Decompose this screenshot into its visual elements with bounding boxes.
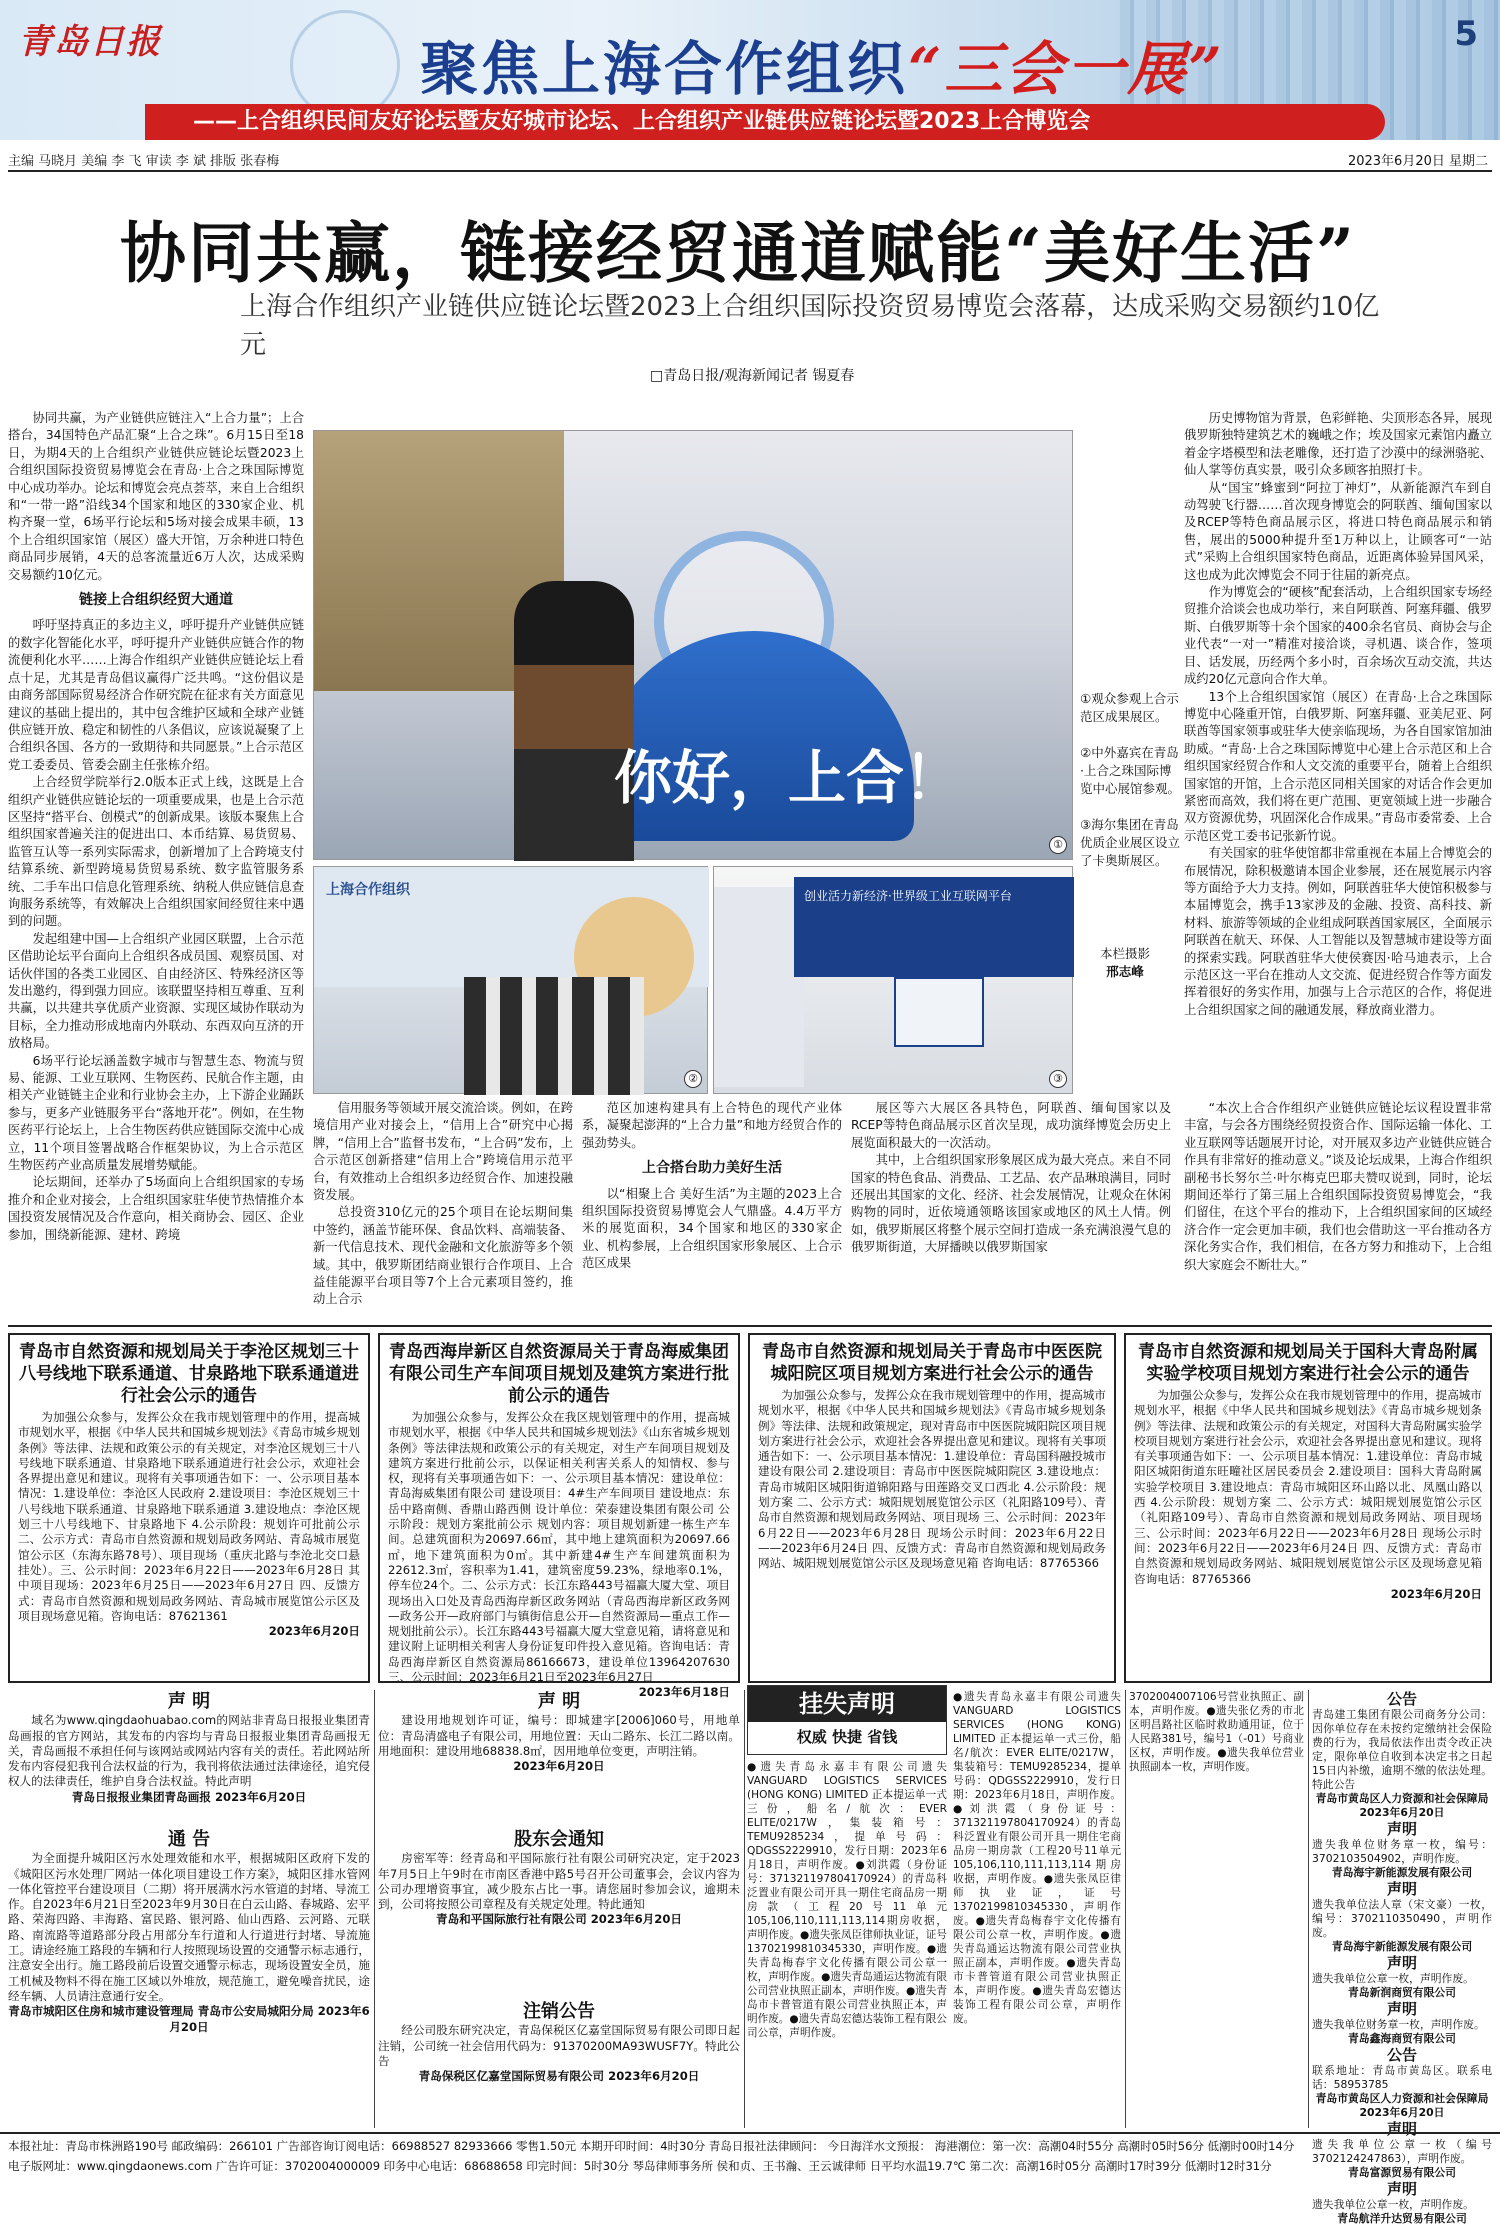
footer: 本报社址：青岛市株洲路190号 邮政编码：266101 广告部咨询订阅电话：66988527 82933666 零售1.50元 本期开印时间：4时30分 青岛日报社法律顾问： 今日海洋水文预报： 海港潮位：第一次：高潮04时55分 高潮时05时56分 低潮时00时14分 电子版网址：www.qingdaonews.com 广告许可证：3702004000009 印务中心电话：68688658 印完时间：5时30分 琴岛律师事务所 侯和贞、王书瀚、王云诚律师 日平均水温19.7℃ 第二次：高潮16时05分 高潮时17时39分 低潮时12时31分: [0, 2132, 1500, 2175]
guests-group: [464, 977, 644, 1095]
cancellation-notice: 注销公告 经公司股东研究决定，青岛保税区亿嘉堂国际贸易有限公司即日起注销，公司统一社会信用代码为：91370200MA93WUSF7Y。特此公告 青岛保税区亿嘉堂国际贸易有限公司 2023年6月20日: [378, 2001, 740, 2084]
divider: [8, 170, 1492, 172]
photo-number: ③: [1049, 1070, 1067, 1088]
visitors: [514, 581, 634, 861]
divider: [1308, 1690, 1309, 2128]
article-column-4: 展区等六大展区各具特色，阿联酋、缅甸国家以及RCEP等特色商品展示区首次呈现，成功演绎博览会历史上展览面积最大的一次活动。 其中，上合组织国家形象展区成为最大亮点。来自不同国家的特色食品、消费品、工艺品、农产品琳琅满目，同时还展出其国家的文化、经济、社会发展情况，让观众在休闲购物的同时，近依境通领略该国家或地区的风土人情。例如，俄罗斯展区将整个展示空间打造成一条充满浪漫气息的俄罗斯街道，大屏播映以俄罗斯国家: [851, 1101, 1171, 1255]
photo-haier-booth: [713, 866, 1073, 1094]
notice-xihaian: 青岛西海岸新区自然资源局关于青岛海威集团有限公司生产车间项目规划及建筑方案进行批前公示的通告 为加强公众参与，发挥公众在我区规划管理中的作用，提高城市规划水平，根据《中华人民共和国城乡规划法》《山东省城乡规划条例》等法律法规和政策公示的有关规定，对生产车间项目规划及建筑方案进行批前公示，以保证相关利害关系人的知情权、参与权，现将有关事项通告如下：一、公示项目基本情况：建设单位：青岛海威集团有限公司 建设项目：4#生产车间项目 建设地点：东岳中路南侧、香鼎山路西侧 设计单位：荣泰建设集团有限公司 公示阶段：规划方案批前公示 规划内容：项目规划新建一栋生产车间。总建筑面积为20697.66㎡，其中地上建筑面积为20697.66㎡，地下建筑面积为0㎡。其中新建4#生产车间建筑面积为22612.3㎡，容积率为1.41，建筑密度59.23%，绿地率0.1%，停车位24个。二、公示方式：长江东路443号福赢大厦大堂、项目现场出入口处及青岛西海岸新区政务网站（青岛西海岸新区政务网—政务公开—政府部门与镇街信息公开—自然资源局—重点工作—规划批前公示）。长江东路443号福赢大厦大堂意见箱，请将意见和建议附上证明相关利害人身份证复印件投入意见箱。咨询电话：青岛西海岸新区自然资源局86166673，建设单位13964207630 三、公示时间：2023年6月21日至2023年6月27日 2023年6月18日: [378, 1333, 740, 1683]
photo-captions: ①观众参观上合示范区成果展区。 ②中外嘉宾在青岛·上合之珠国际博览中心展馆参观。 ③海尔集团在青岛优质企业展区设立了卡奥斯展区。: [1080, 691, 1181, 868]
shareholder-notice: 股东会通知 房密军等：经青岛和平国际旅行社有限公司研究决定，定于2023年7月5日上午9时在市南区香港中路5号召开公司董事会，会议内容为公司办理增资事宜，减少股东占比一事。请您届时参加会议，逾期未到，公司将按照公司章程及有关规定处理。特此通知 青岛和平国际旅行社有限公司 2023年6月20日: [378, 1829, 740, 1927]
divider: [1125, 1690, 1126, 2128]
article-column-1: 协同共赢，为产业链供应链注入“上合力量”；上合搭台，34国特色产品汇聚“上合之珠”。6月15日至18日，为期4天的上合组织产业链供应链论坛暨2023上合组织国际投资贸易博览会在青岛·上合之珠国际博览中心成功举办。论坛和博览会亮点荟萃，来自上合组织和“一带一路”沿线34个国家和地区的330家企业、机构齐聚一堂，6场平行论坛和5场对接会成果丰硕，13个上合组织国家馆（展区）盛大开馆，万余种进口特色商品同步展销，4天的总客流量近6万人次，达成采购交易额约10亿元。 链接上合组织经贸大通道 呼吁坚持真正的多边主义，呼吁提升产业链供应链的数字化智能化水平，呼吁提升产业链供应链合作的物流便利化水平……上海合作组织产业链供应链论坛上看点十足，尤其是青岛倡议赢得广泛共鸣。“这份倡议是由商务部国际贸易经济合作研究院在征求有关方面意见建议的基础上提出的，其中包含维护区域和全球产业链供应链开放、稳定和韧性的八条倡议，应该说凝聚了上合组织各国、各方的一致期待和共同愿景。”上合示范区党工委委员、管委会副主任张栋介绍。 上合经贸学院举行2.0版本正式上线，这既是上合组织产业链供应链论坛的一项重要成果，也是上合示范区坚持“搭平台、创模式”的创新成果。该版本聚焦上合组织国家普遍关注的促进出口、本币结算、易货贸易、监管互认等一系列实际需求，创新增加了上合跨境支付结算系统、新型跨境易货贸易系统、数字监管服务系统、二手车出口信息化管理系统、纳税人供应链信息查询服务系统等，有效解决上合组织国家间经贸往来中遇到的问题。 发起组建中国—上合组织产业园区联盟，上合示范区借助论坛平台面向上合组织各成员国、观察员国、对话伙伴国的各类工业园区、自由经济区、特殊经济区等发出邀约，得到强力回应。该联盟坚持相互尊重、互利共赢，以共建共享优质产业资源、实现区域协作联动为目标，全力推动形成地南内外联动、东西双向互济的开放格局。 6场平行论坛涵盖数字城市与智慧生态、物流与贸易、能源、工业互联网、生物医药、民航合作主题，由相关产业链链主企业和行业协会主办，上下游企业踊跃参与，更多产业链服务平台“落地开花”。例如，在生物医药平行论坛上，上合生物医药供应链国际交流中心成立，11个项目签署战略合作框架协议，为上合示范区生物医药产业高质量发展增势赋能。 论坛期间，还举办了5场面向上合组织国家的专场推介和企业对接会，上合组织国家驻华使节热情推介本国投资发展情况及合作意向，相关商协会、园区、企业参加，围绕新能源、建材、跨境: [8, 411, 304, 1242]
photo-exhibition-hall: [313, 430, 1073, 860]
photo-credit: 本栏摄影 邢志峰: [1100, 946, 1151, 979]
photo-sign: 创业活力新经济·世界级工业互联网平台: [804, 889, 1012, 903]
article-column-3: 范区加速构建具有上合特色的现代产业体系，凝聚起澎湃的“上合力量”和地方经贸合作的强劲势头。 上合搭台助力美好生活 以“相聚上合 美好生活”为主题的2023上合组织国际投资贸易博览会人气鼎盛。4.4万平方米的展览面积，34个国家和地区的330家企业、机构参展，上合组织国家形象展区、上合示范区成果: [582, 1101, 842, 1271]
lost-notice-banner: 挂失声明 权威 快捷 省钱: [747, 1685, 947, 1755]
divider: [744, 1690, 745, 2128]
page-number: 5: [1454, 14, 1478, 54]
section-title: 聚焦上海合作组织“三会一展”: [420, 35, 1225, 103]
photo-number: ①: [1049, 836, 1067, 854]
section-subtitle: ——上合组织民间友好论坛暨友好城市论坛、上合组织产业链供应链论坛暨2023上合博览会: [145, 104, 1385, 140]
divider: [8, 1325, 1492, 1327]
editor-credits: 主编 马晓月 美编 李 飞 审读 李 斌 排版 张春梅: [8, 154, 280, 169]
traffic-notice: 通 告 为全面提升城阳区污水处理效能和水平，根据城阳区政府下发的《城阳区污水处理厂网站一体化项目建设工作方案》，城阳区排水管网一体化管控平台建设项目（二期）将开展满水污水管道的封堵、导流工作。自2023年6月21日至2023年9月30日在白云山路、春城路、宏平路、荣海四路、丰海路、富民路、银河路、仙山西路、云河路、元联路、南流路等道路部分段占用部分车行道和人行道进行封堵、导流施工。请途经施工路段的车辆和行人按照现场设置的交通警示标志通行，注意安全出行。施工路段前后设置交通警示标志，现场设置安全员，施工机械及物料不得在施工区域以外堆放，规范施工，避免噪音扰民，途经车辆、人员请注意通行安全。 青岛市城阳区住房和城市建设管理局 青岛市公安局城阳分局 2023年6月20日: [8, 1829, 370, 2034]
declaration-huabao: 声 明 域名为www.qingdaohuabao.com的网站非青岛日报报业集团青岛画报的官方网站，其发布的内容均与青岛日报报业集团青岛画报无关，青岛画报不承担任何与该网站或网站内容有关的责任。若此网站所发布内容侵犯我刊合法权益的行为，我刊将依法通过法律途径，追究侵权人的法律责任，维护自身合法权益。特此声明 青岛日报报业集团青岛画报 2023年6月20日: [8, 1691, 370, 1804]
announcements-column: 公告 青岛建工集团有限公司商务分公司：因你单位存在未按约定缴纳社会保险费的行为，我局依法作出责令改正决定，限你单位自收到本决定书之日起15日内补缴，逾期不缴的依法处理。特此公告 青岛市黄岛区人力资源和社会保障局 2023年6月20日 声明 遗失我单位财务章一枚，编号：3702103504902，声明作废。 青岛海宇新能源发展有限公司 声明 遗失我单位法人章（宋文豪）一枚，编号：3702110350490，声明作废。 青岛海宇新能源发展有限公司 声明 遗失我单位公章一枚，声明作废。 青岛新润商贸有限公司 声明 遗失我单位财务章一枚，声明作废。 青岛鑫海商贸有限公司 公告 联系地址：青岛市黄岛区。联系电话：58953785 青岛市黄岛区人力资源和社会保障局 2023年6月20日 声明 遗失我单位公章一枚（编号3702124247863），声明作废。 青岛富源贸易有限公司 声明 遗失我单位公章一枚，声明作废。 青岛航洋升达贸易有限公司: [1312, 1690, 1492, 2225]
article-headline: 协同共赢，链接经贸通道赋能“美好生活”: [120, 214, 1356, 292]
photo-sign: 上海合作组织: [326, 882, 410, 898]
masthead: [0, 0, 1500, 140]
article-column-6: “本次上合合作组织产业链供应链论坛议程设置非常丰富，与会各方围绕经贸投资合作、国际运输一体化、工业互联网等话题展开讨论，对开展双多边产业链供应链合作具有非常好的推动意义。”谈及论坛成果，上海合作组织副秘书长努尔兰·叶尔梅克巴耶夫赞叹说到，同时，论坛期间还举行了第三届上合组织国际投资贸易博览会，“我们留住，在这个平台的推动下，上合组织国家间的区域经济合作一定会更加丰硕，我们也会借助这一平台推动各方深化务实合作，我们相信，在各方努力和推动下，上合组织大家庭会不断壮大。”: [1184, 1101, 1492, 1272]
article-column-5: 历史博物馆为背景，色彩鲜艳、尖顶形态各异，展现俄罗斯独特建筑艺术的巍峨之作；埃及国家元素馆内矗立着金字塔模型和法老雕像，还打造了沙漠中的绿洲骆驼、仙人掌等仿真实景，吸引众多顾客拍照打卡。 从“国宝”蜂蜜到“阿拉丁神灯”，从新能源汽车到自动驾驶飞行器……首次现身博览会的阿联酋、缅甸国家以及RCEP等特色商品展示区，将进口特色商品展示和销售，展出的5000种提升至1万种以上，让顾客可“一站式”采购上合组织国家特色商品，近距离体验异国风采，这也成为此次博览会不同于往届的新亮点。 作为博览会的“硬核”配套活动，上合组织国家专场经贸推介洽谈会也成功举行，来自阿联酋、阿塞拜疆、俄罗斯、白俄罗斯等十余个国家的400余名官员、商协会与企业代表“一对一”精准对接洽谈，寻机遇、谈合作，签项目、话发展，历经两个多小时，百余场次互动交流，共达成约20亿元意向合作大单。 13个上合组织国家馆（展区）在青岛·上合之珠国际博览中心隆重开馆，白俄罗斯、阿塞拜疆、亚美尼亚、阿联酋等国家领事或驻华大使亲临现场，为各自国家馆加油助威。“青岛·上合之珠国际博览中心建上合示范区和上合组织国家经贸合作和人文交流的重要平台，随着上合组织国家馆的开馆，上合示范区同相关国家的对话合作会更加紧密而高效，我们将在更广范围、更宽领域上进一步融合双方资源优势，巩固深化合作成果。”青岛市委常委、上合示范区党工委书记张新竹说。 有关国家的驻华使馆都非常重视在本届上合博览会的布展情况，除积极邀请本国企业参展，还在展览展示内容等方面给予大力支持。例如，阿联酋驻华大使馆积极参与本届博览会，携手13家涉及的金融、投资、高科技、新材料、旅游等领域的企业组成阿联酋国家展区，全面展示阿联酋在航天、环保、人工智能以及智慧城市建设等方面的探索实践。阿联酋驻华大使侯赛因·哈马迪表示，上合示范区这一平台在推动人文交流、促进经贸合作等方面发挥着很好的务实作用，加强与上合示范区的合作，将促进上合组织国家之间的融通发展，释放商业潜力。: [1184, 411, 1492, 1017]
newspaper-logo: 青岛日报: [18, 22, 162, 62]
article-subhead: 上海合作组织产业链供应链论坛暨2023上合组织国际投资贸易博览会落幕，达成采购交易额约10亿元: [240, 292, 1380, 360]
lost-notices-column-2: ●遗失青岛永嘉丰有限公司遗失VANGUARD LOGISTICS SERVICES (HONG KONG) LIMITED 正本提运单一式三份，船名/航次：EVER ELITE/0217W，集装箱号：TEMU9285234，提单号码：QDGSS2229910，发行日期：2023年6月18日，声明作废。●刘洪霞（身份证号：371321197804170924）的青岛科泛置业有限公司开具一期住宅商品房一期房款（工程20号11单元105,106,110,111,113,114期房收据，声明作废。●遗失张凤臣律师执业证，证号13702199810345330，声明作废。●遗失青岛梅春宇文化传播有限公司公章一枚，声明作废。●遗失青岛通运达物流有限公司营业执照正副本，声明作废。●遗失青岛市卡普管道有限公司营业执照正本，声明作废。●遗失青岛宏德达装饰工程有限公司公章，声明作废。: [953, 1691, 1121, 2025]
lost-notices-column-3: 3702004007106号营业执照正、副本，声明作废。●遗失张亿秀的市北区明昌路社区临时救助通用证，位于人民路381号，编号1（-01）号商业区权，声明作废。●遗失我单位营业执照副本一枚，声明作废。: [1129, 1691, 1304, 1773]
notice-hospital: 青岛市自然资源和规划局关于青岛市中医医院城阳院区项目规划方案进行社会公示的通告 为加强公众参与，发挥公众在我市规划管理中的作用，提高城市规划水平，根据《中华人民共和国城乡规划法》《青岛市城乡规划条例》等法律、法规和政策规定，现对青岛市中医医院城阳院区项目规划方案进行社会公示，欢迎社会各界提出意见和建议。现将有关事项通告如下：一、公示项目基本情况：1.建设单位：青岛国科融投城市建设有限公司 2.建设项目：青岛市中医医院城阳院区 3.建设地点：青岛市城阳区城阳街道锦阳路与田莲路交叉口西北 4.公示阶段：规划方案 二、公示方式：城阳规划展览馆公示区（礼阳路109号）、青岛市自然资源和规划局政务网站、项目现场 三、公示时间：2023年6月22日——2023年6月28日 现场公示时间：2023年6月22日——2023年6月24日 四、反馈方式：青岛市自然资源和规划局政务网站、城阳规划展览馆公示区及现场意见箱 咨询电话：87765366: [748, 1333, 1116, 1683]
notice-school: 青岛市自然资源和规划局关于国科大青岛附属实验学校项目规划方案进行社会公示的通告 为加强公众参与，发挥公众在我市规划管理中的作用，提高城市规划水平，根据《中华人民共和国城乡规划法》《青岛市城乡规划条例》等法律、法规和政策公示的有关规定，对国科大青岛附属实验学校项目规划方案进行社会公示，欢迎社会各界提出意见和建议。现将有关事项通告如下：一、公示项目基本情况：1.建设单位：青岛市城阳区城阳街道东旺疃社区居民委员会 2.建设项目：国科大青岛附属实验学校项目 3.建设地点：青岛市城阳区环山路以北、凤凰山路以西 4.公示阶段：规划方案 二、公示方式：城阳规划展览馆公示区（礼阳路109号）、青岛市自然资源和规划局政务网站、项目现场 三、公示时间：2023年6月22日——2023年6月28日 现场公示时间：2023年6月22日——2023年6月24日 四、反馈方式：青岛市自然资源和规划局政务网站、城阳规划展览馆公示区及现场意见箱 咨询电话：87765366 2023年6月20日: [1124, 1333, 1492, 1683]
byline: □青岛日报/观海新闻记者 锡夏春: [650, 368, 855, 384]
article-column-2: 信用服务等领域开展交流洽谈。例如，在跨境信用产业对接会上，“信用上合”研究中心揭牌，“信用上合”监督书发布，“上合码”发布，上合示范区创新搭建“信用上合”跨境信用示范平台，有效推动上合组织多边经贸合作、加速投融资发展。 总投资310亿元的25个项目在论坛期间集中签约，涵盖节能环保、食品饮料、高端装备、新一代信息技术、现代金融和文化旅游等多个领域。其中，俄罗斯团结商业银行合作项目、上合益佳能源平台项目等7个上合元素项目签约，推动上合示: [313, 1101, 573, 1307]
issue-date: 2023年6月20日 星期二: [1347, 154, 1488, 169]
photo-sign-hello: 你好，上合！: [614, 744, 963, 812]
photo-delegation: [313, 866, 708, 1094]
lost-notices-column: ●遗失青岛永嘉丰有限公司遗失VANGUARD LOGISTICS SERVICES (HONG KONG) LIMITED 正本提运单一式三份，船名/航次：EVER ELITE/0217W，集装箱号：TEMU9285234，提单号码：QDGSS2229910，发行日期：2023年6月18日，声明作废。●刘洪霞（身份证号：371321197804170924）的青岛科泛置业有限公司开具一期住宅商品房一期房款（工程20号11单元105,106,110,111,113,114期房收据，声明作废。●遗失张凤臣律师执业证，证号13702199810345330，声明作废。●遗失青岛梅春宇文化传播有限公司公章一枚，声明作废。●遗失青岛通运达物流有限公司营业执照正副本，声明作废。●遗失青岛市卡普管道有限公司营业执照正本，声明作废。●遗失青岛宏德达装饰工程有限公司公章，声明作废。: [747, 1761, 947, 2039]
photo-number: ②: [684, 1070, 702, 1088]
declaration-land: 声 明 建设用地规划许可证，编号：即城建字[2006]060号，用地单位：青岛清盛电子有限公司，用地位置：天山二路东、长江二路以南。用地面积：建设用地68838.8㎡，因用地单位变更，声明注销。 2023年6月20日: [378, 1691, 740, 1774]
divider: [374, 1690, 375, 2128]
notice-licang: 青岛市自然资源和规划局关于李沧区规划三十八号线地下联系通道、甘泉路地下联系通道进行社会公示的通告 为加强公众参与，发挥公众在我市规划管理中的作用，提高城市规划水平，根据《中华人民共和国城乡规划法》《青岛市城乡规划条例》等法律、法规和政策公示的有关规定，对李沧区规划三十八号线地下联系通道、甘泉路地下联系通道进行社会公示，欢迎社会各界提出意见和建议。现将有关事项通告如下：一、公示项目基本情况：1.建设单位：李沧区人民政府 2.建设项目：李沧区规划三十八号线地下联系通道、甘泉路地下联系通道 3.建设地点：李沧区规划三十八号线地下、甘泉路地下 4.公示阶段：规划许可批前公示 二、公示方式：青岛市自然资源和规划局政务网站、青岛城市展览馆公示区（东海东路78号）、项目现场（重庆北路与李沧北交口悬挂处）。三、公示时间：2023年6月22日——2023年6月28日 其中项目现场：2023年6月25日——2023年6月27日 四、反馈方式：青岛市自然资源和规划局政务网站、青岛城市展览馆公示区及项目现场意见箱。咨询电话：87621361 2023年6月20日: [8, 1333, 370, 1683]
